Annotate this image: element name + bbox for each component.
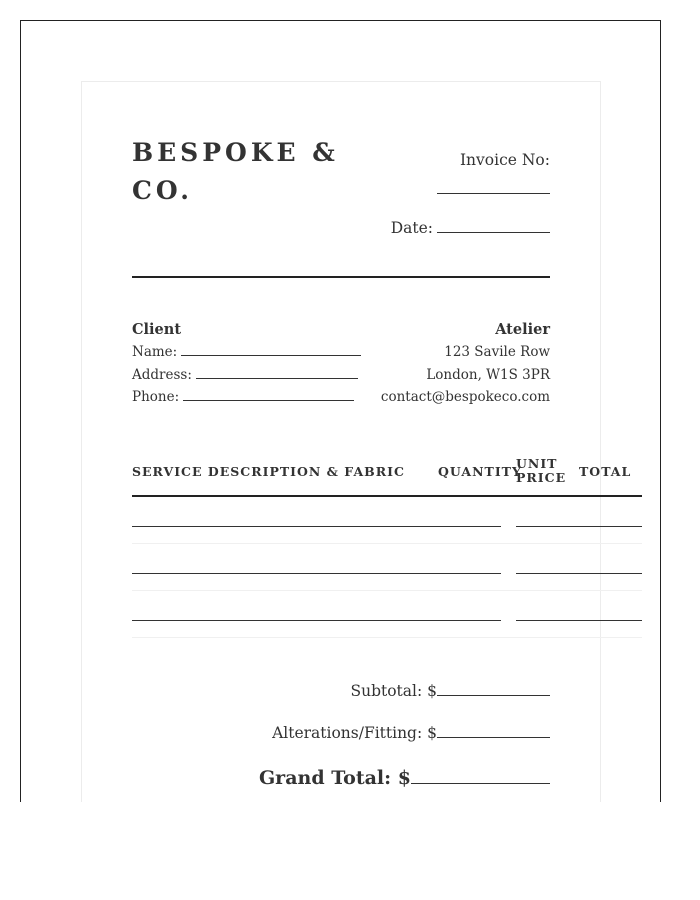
column-header-total: TOTAL: [579, 464, 632, 479]
client-address-field[interactable]: [196, 366, 358, 379]
column-header-description: SERVICE DESCRIPTION & FABRIC: [132, 464, 405, 479]
row-1-total-field[interactable]: [516, 526, 642, 527]
header-divider: [132, 276, 550, 278]
column-header-quantity: QUANTITY: [438, 464, 522, 479]
client-phone-row: [132, 386, 361, 409]
atelier-heading: Atelier: [495, 321, 550, 338]
client-address-row: [132, 364, 361, 387]
invoice-date: [391, 218, 550, 237]
client-details: [132, 341, 361, 409]
subtotal-label: Subtotal: $: [350, 682, 437, 700]
row-1-description-field[interactable]: [132, 526, 501, 527]
column-header-unit-price: [516, 457, 566, 485]
alterations-field[interactable]: [437, 723, 550, 738]
invoice-date-label: Date:: [390, 219, 433, 237]
subtotal-field[interactable]: [437, 681, 550, 696]
client-heading: Client: [132, 321, 182, 338]
atelier-street: 123 Savile Row: [444, 344, 550, 360]
brand-logo: [132, 134, 352, 210]
alterations-label: Alterations/Fitting: $: [272, 724, 437, 742]
atelier-city: London, W1S 3PR: [426, 366, 550, 383]
unit-price-line-1: UNIT: [516, 456, 558, 471]
row-2-total-field[interactable]: [516, 573, 642, 574]
client-name-row: [132, 341, 361, 364]
invoice-number-field[interactable]: [437, 179, 550, 194]
subtotal-row: [350, 681, 550, 700]
client-phone-field[interactable]: [183, 388, 354, 401]
client-name-label: Name:: [132, 344, 178, 360]
row-separator: [132, 543, 642, 544]
atelier-email: contact@bespokeco.com: [380, 389, 550, 405]
grand-total-label: Grand Total: $: [258, 767, 411, 789]
row-3-total-field[interactable]: [516, 620, 642, 621]
grand-total-row: [259, 766, 550, 789]
invoice-date-field[interactable]: [437, 218, 550, 233]
client-address-label: Address:: [132, 366, 192, 383]
brand-line-1: BESPOKE &: [132, 138, 339, 167]
row-separator: [132, 590, 642, 591]
brand-line-2: CO.: [132, 176, 193, 205]
client-name-field[interactable]: [181, 343, 361, 356]
client-phone-label: Phone:: [132, 389, 180, 405]
row-separator: [132, 637, 642, 638]
alterations-row: [272, 723, 550, 742]
row-3-description-field[interactable]: [132, 620, 501, 621]
table-header-rule: [132, 495, 642, 497]
atelier-details: [381, 341, 550, 409]
row-2-description-field[interactable]: [132, 573, 501, 574]
grand-total-field[interactable]: [411, 766, 550, 784]
invoice-number-label: Invoice No:: [459, 151, 550, 169]
unit-price-line-2: PRICE: [516, 470, 567, 485]
